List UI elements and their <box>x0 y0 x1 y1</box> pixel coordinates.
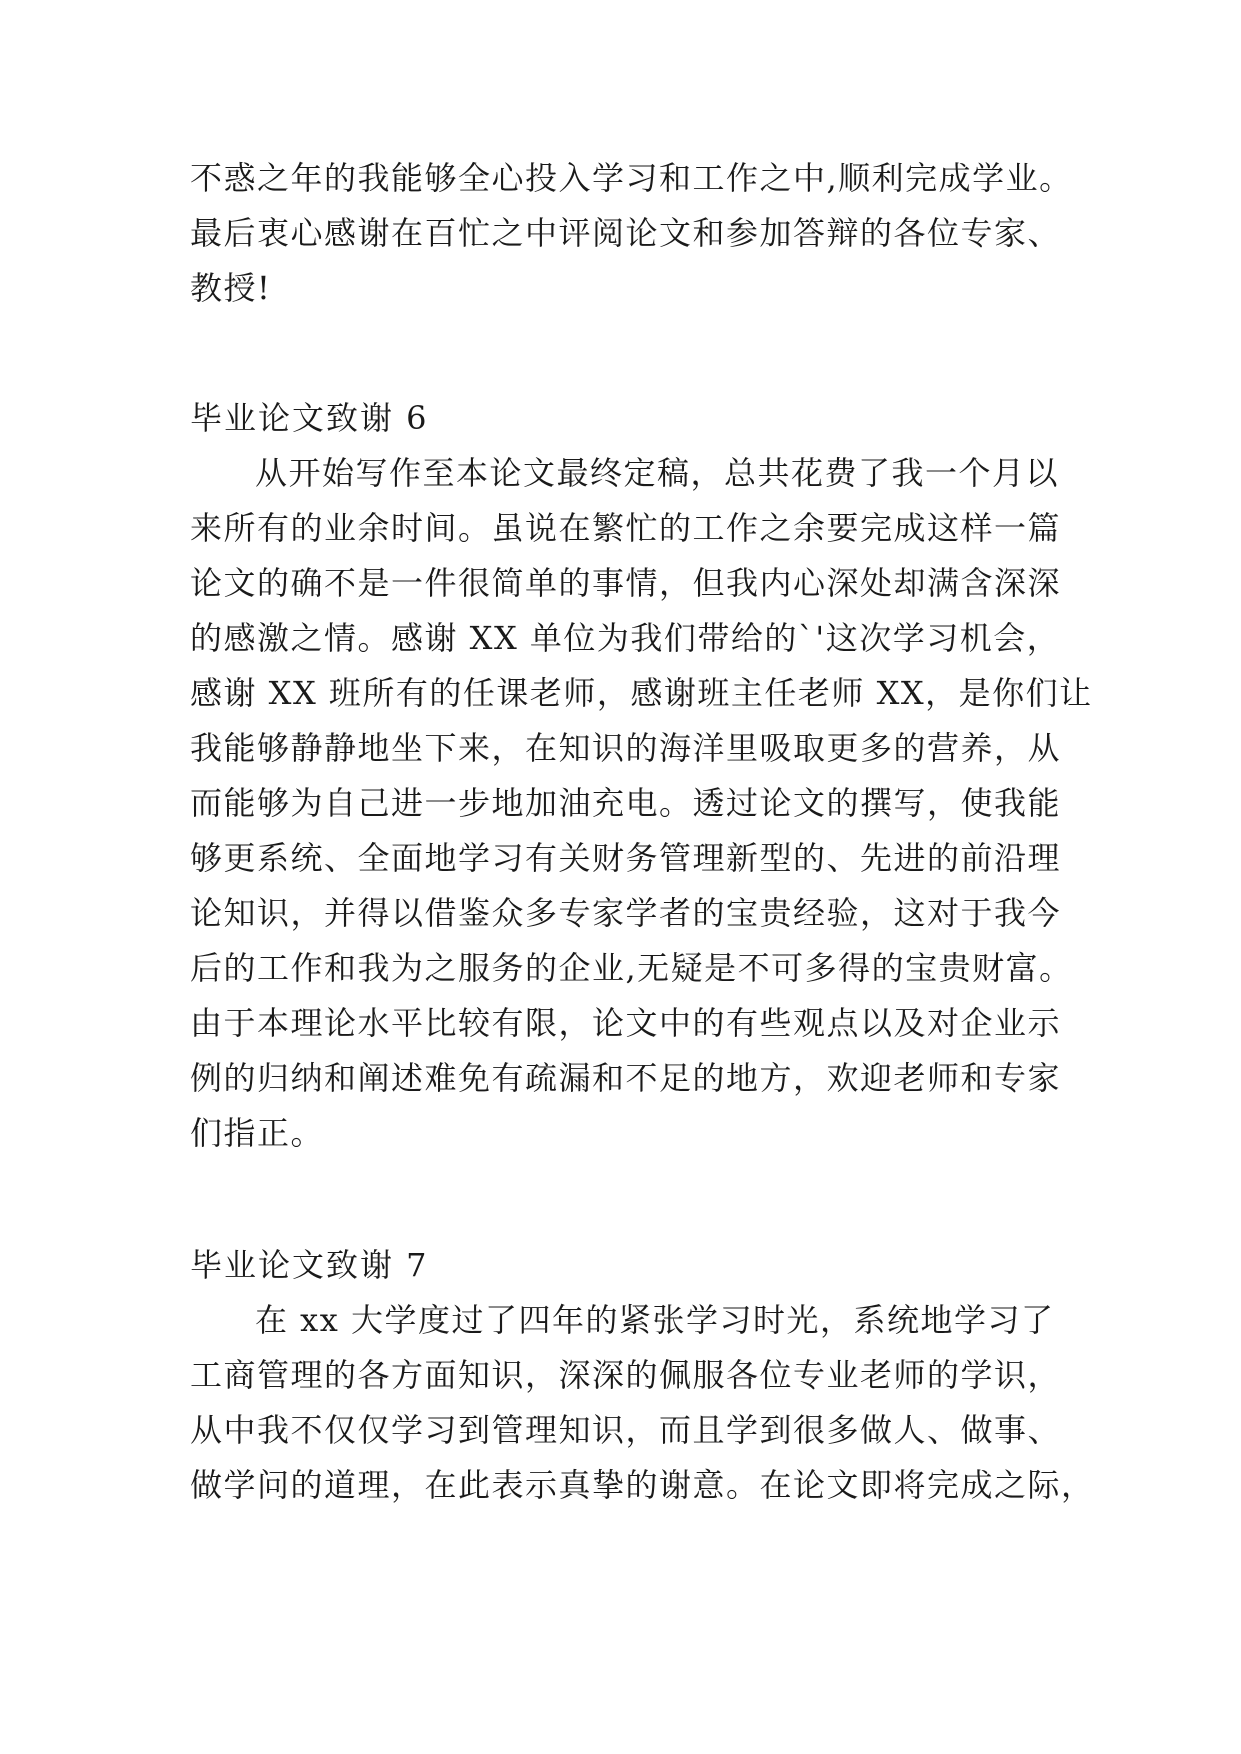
paragraph-line: 从中我不仅仅学习到管理知识，而且学到很多做人、做事、 <box>190 1411 1062 1449</box>
paragraph-line: 由于本理论水平比较有限，论文中的有些观点以及对企业示 <box>190 1004 1062 1042</box>
paragraph-line: 论知识，并得以借鉴众多专家学者的宝贵经验，这对于我今 <box>190 894 1062 932</box>
text-line: 最后衷心感谢在百忙之中评阅论文和参加答辩的各位专家、 <box>190 214 1062 252</box>
text-line: 不惑之年的我能够全心投入学习和工作之中,顺利完成学业。 <box>190 159 1073 197</box>
paragraph-line: 们指正。 <box>190 1114 325 1152</box>
section-heading-7: 毕业论文致谢 7 <box>190 1246 429 1284</box>
paragraph-line: 工商管理的各方面知识，深深的佩服各位专业老师的学识， <box>190 1356 1062 1394</box>
paragraph-line: 从开始写作至本论文最终定稿，总共花费了我一个月以 <box>255 454 1060 492</box>
paragraph-line: 感谢 XX 班所有的任课老师，感谢班主任老师 XX，是你们让 <box>190 674 1093 712</box>
paragraph-line: 后的工作和我为之服务的企业,无疑是不可多得的宝贵财富。 <box>190 949 1073 987</box>
paragraph-line: 做学问的道理，在此表示真挚的谢意。在论文即将完成之际， <box>190 1466 1095 1504</box>
paragraph-line: 而能够为自己进一步地加油充电。透过论文的撰写，使我能 <box>190 784 1062 822</box>
paragraph-line: 来所有的业余时间。虽说在繁忙的工作之余要完成这样一篇 <box>190 509 1062 547</box>
paragraph-line: 的感激之情。感谢 XX 单位为我们带给的`'这次学习机会， <box>190 619 1061 657</box>
text-line: 教授! <box>190 269 272 307</box>
paragraph-line: 在 xx 大学度过了四年的紧张学习时光，系统地学习了 <box>255 1301 1055 1339</box>
paragraph-line: 我能够静静地坐下来，在知识的海洋里吸取更多的营养，从 <box>190 729 1062 767</box>
paragraph-line: 例的归纳和阐述难免有疏漏和不足的地方，欢迎老师和专家 <box>190 1059 1062 1097</box>
section-heading-6: 毕业论文致谢 6 <box>190 399 429 437</box>
paragraph-line: 论文的确不是一件很简单的事情，但我内心深处却满含深深 <box>190 564 1062 602</box>
paragraph-line: 够更系统、全面地学习有关财务管理新型的、先进的前沿理 <box>190 839 1062 877</box>
